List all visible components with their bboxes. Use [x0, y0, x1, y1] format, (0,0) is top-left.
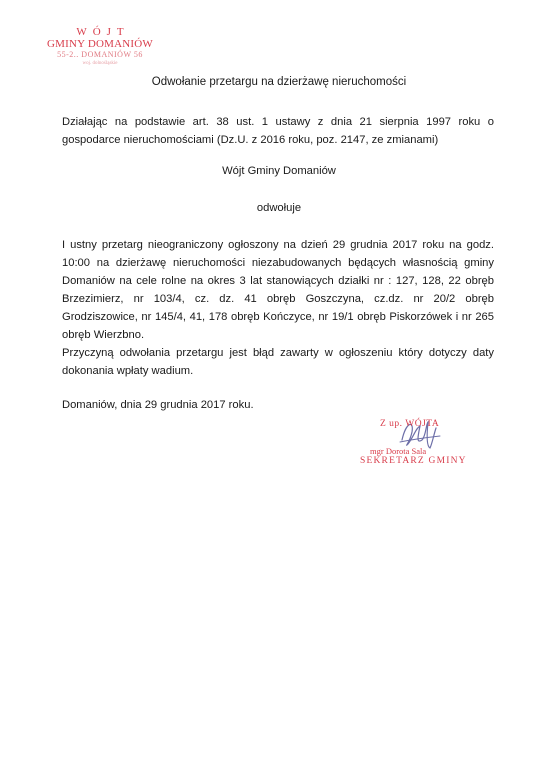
- document-title: Odwołanie przetargu na dzierżawę nieruchomości: [151, 76, 407, 88]
- signatory-name: mgr Dorota Sala: [370, 446, 427, 456]
- signatory-role: SEKRETARZ GMINY: [360, 456, 467, 466]
- stamp-line-2: GMINY DOMANIÓW: [47, 38, 153, 50]
- stamp-line-4: woj. dolnośląskie: [82, 61, 118, 66]
- on-behalf-label: Z up. WÓJTA: [380, 419, 440, 429]
- decision-word: odwołuje: [256, 202, 302, 214]
- stamp-line-3: 55-2.. DOMANIÓW 56: [57, 50, 143, 59]
- stamp-line-1: WÓJT: [76, 26, 130, 38]
- document-body: [62, 236, 494, 380]
- legal-basis: Działając na podstawie art. 38 ust. 1 ustawy z dnia 21 sierpnia 1997 roku o gospodarce nieruchomościami (Dz.U. z 2016 roku, poz. 2147, ze zmianami): [62, 116, 494, 146]
- office-stamp: [40, 26, 160, 67]
- issuing-authority: Wójt Gminy Domaniów: [222, 165, 336, 177]
- place-and-date: Domaniów, dnia 29 grudnia 2017 roku.: [62, 399, 254, 411]
- tender-description: I ustny przetarg nieograniczony ogłoszony na dzień 29 grudnia 2017 roku na godz. 10:00 na dzierżawę nieruchomości niezabudowanych będących własnością gminy Domaniów na cele rolne na okres 3 lat stanowiących działki nr : 127, 128, 22 obręb Brzezimierz, nr 103/4, cz. dz. 41 obręb Goszczyna, cz.dz. nr 20/2 obręb Grodziszowice, nr 145/4, 41, 178 obręb Kończyce, nr 19/1 obręb Piskorzówek i nr 265 obręb Wierzbno.: [62, 239, 494, 341]
- cancellation-reason: Przyczyną odwołania przetargu jest błąd zawarty w ogłoszeniu który dotyczy daty dokonania wpłaty wadium.: [62, 347, 494, 377]
